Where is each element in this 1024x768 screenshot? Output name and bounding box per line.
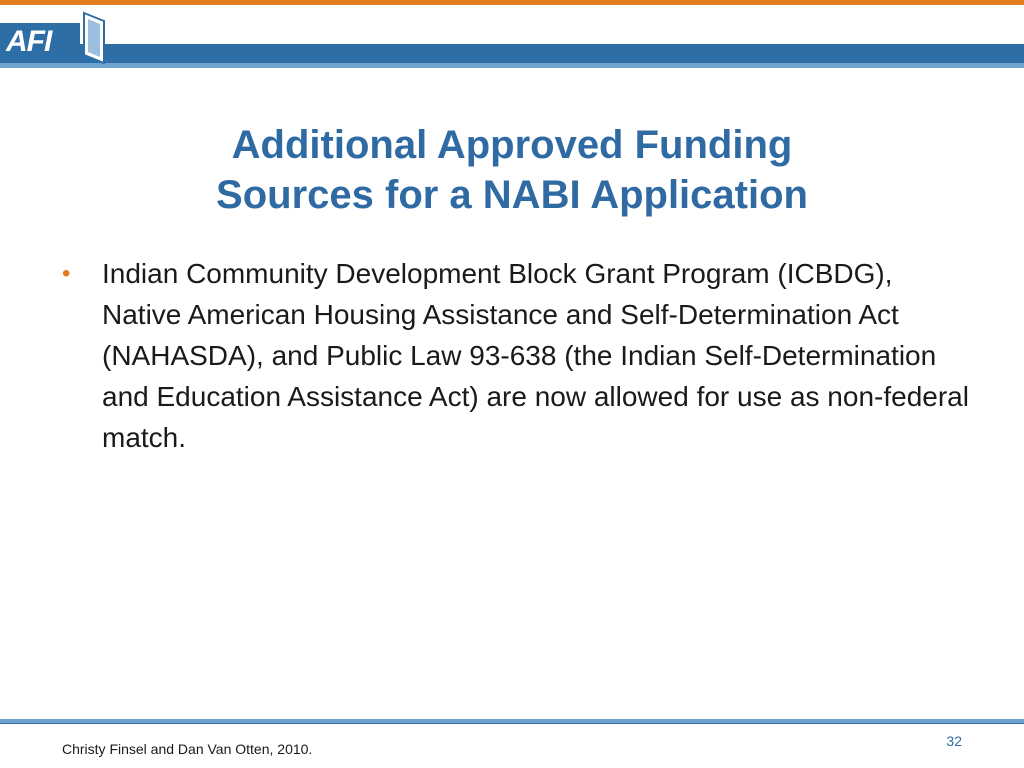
slide-title-line-2: Sources for a NABI Application	[216, 173, 808, 217]
slide-title	[60, 120, 964, 220]
bullet-icon: •	[62, 260, 71, 287]
bullet-item	[60, 253, 970, 458]
header-band	[0, 44, 1024, 63]
footer-citation: Christy Finsel and Dan Van Otten, 2010.	[62, 741, 313, 757]
logo-text: AFI	[6, 25, 52, 58]
slide-header	[0, 0, 1024, 70]
header-band-light	[0, 63, 1024, 68]
footer-rule-dark	[0, 723, 1024, 724]
logo-panel-icon	[82, 11, 108, 67]
bullet-list	[60, 253, 970, 458]
slide-title-line-1: Additional Approved Funding	[231, 123, 793, 167]
afi-logo	[0, 8, 110, 60]
header-accent-stripe	[0, 0, 1024, 5]
page-number: 32	[946, 733, 962, 749]
bullet-text: Indian Community Development Block Grant Program (ICBDG), Native American Housing Assistance and Self-Determination Act (NAHASDA), and Public Law 93-638 (the Indian Self-Determination and Education Assistance Act) are now allowed for use as non-federal match.	[102, 258, 969, 453]
